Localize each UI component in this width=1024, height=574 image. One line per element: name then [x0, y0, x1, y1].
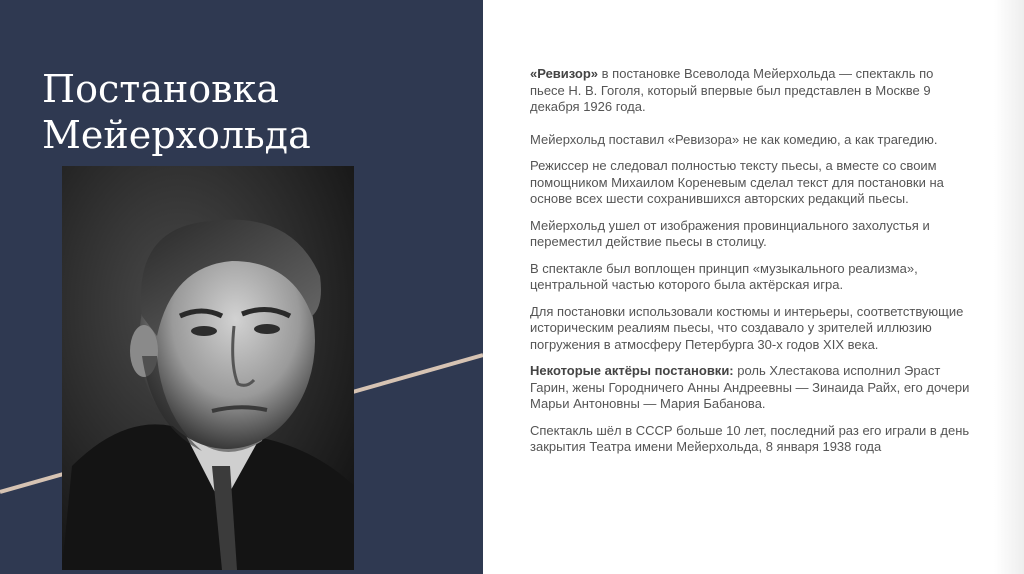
paragraph-actors [530, 363, 970, 413]
paragraph-text: В спектакле был воплощен принцип «музыкального реализма», центральной частью которого была актёрская игра. [530, 260, 918, 292]
paragraph-costumes [530, 304, 970, 354]
paragraph-musical-realism [530, 261, 970, 294]
title-line-1: Постановка [42, 67, 279, 111]
right-edge-shadow [994, 0, 1024, 574]
portrait-image [62, 166, 354, 570]
paragraph-text: Для постановки использовали костюмы и интерьеры, соответствующие историческим реалиям пьесы, что создавало у зрителей иллюзию погружения в атмосферу Петербурга 30-х годов XIX века. [530, 303, 964, 352]
right-panel [483, 0, 1024, 574]
paragraph-text: роль Хлестакова исполнил Эраст Гарин, жены Городничего Анны Андреевны — Зинаида Райх, его дочери Марьи Антоновны — Мария Бабанова. [530, 363, 970, 411]
paragraph-text: в постановке Всеволода Мейерхольда — спектакль по пьесе Н. В. Гоголя, который впервые был представлен в Москве 9 декабря 1926 года. [530, 66, 934, 114]
paragraph-closing [530, 423, 970, 456]
left-panel [0, 0, 483, 574]
paragraph-capital [530, 218, 970, 251]
portrait-photo [62, 166, 354, 570]
paragraph-tragedy [530, 132, 970, 149]
paragraph-text-editions [530, 158, 970, 208]
paragraph-text: Режиссер не следовал полностью тексту пьесы, а вместе со своим помощником Михаилом Кореневым сделал текст для постановки на основе всех шести сохранившихся авторских редакций пьесы. [530, 158, 944, 206]
paragraph-bold: Некоторые актёры постановки: [530, 363, 734, 378]
title-line-2: Мейерхольда [42, 113, 311, 157]
paragraph-bold: «Ревизор» [530, 66, 599, 81]
text-content [530, 66, 970, 466]
paragraph-text: Спектакль шёл в СССР больше 10 лет, последний раз его играли в день закрытия Театра имени Мейерхольда, 8 января 1938 года [530, 422, 970, 454]
slide-title [42, 66, 311, 158]
paragraph-text: Мейерхольд ушел от изображения провинциального захолустья и переместил действие пьесы в столицу. [530, 217, 930, 249]
paragraph-text: Мейерхольд поставил «Ревизора» не как комедию, а как трагедию. [530, 131, 938, 147]
paragraph-intro [530, 66, 970, 116]
